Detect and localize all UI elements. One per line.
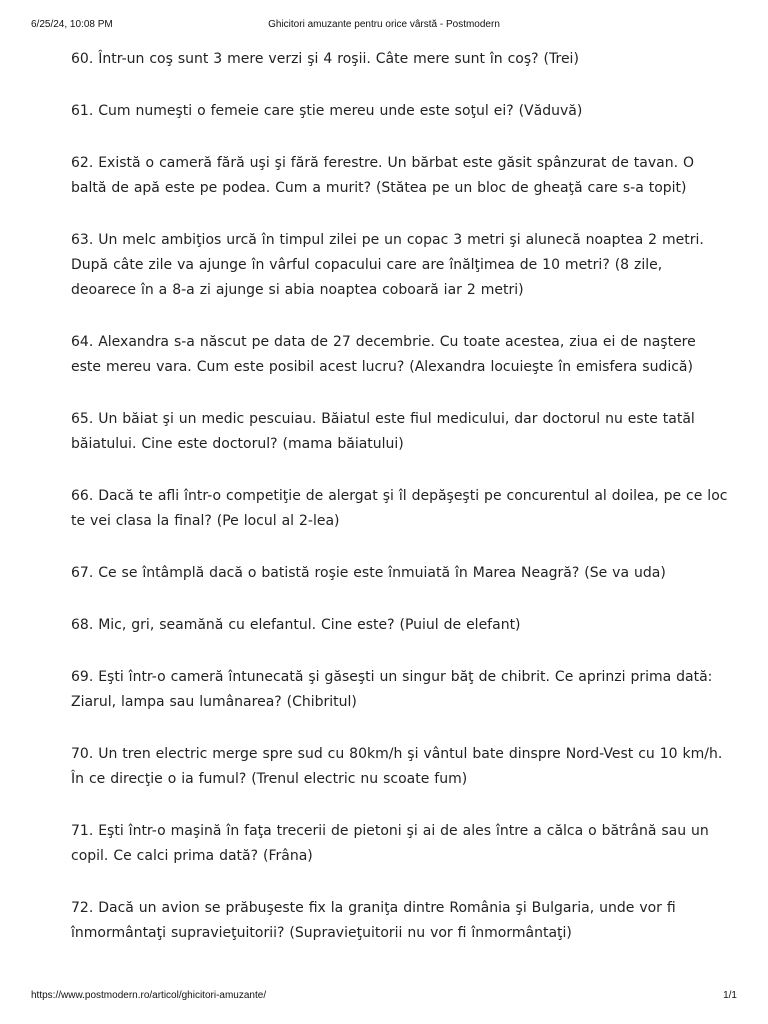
print-header: [31, 19, 737, 33]
riddle-68: 68. Mic, gri, seamănă cu elefantul. Cine este? (Puiul de elefant): [71, 617, 521, 633]
riddle-66: 66. Dacă te afli într-o competiţie de alergat şi îl depăşeşti pe concurentul al doilea, pe ce loc te vei clasa la final? (Pe locul al 2-lea): [71, 488, 728, 529]
riddle-64: 64. Alexandra s-a născut pe data de 27 decembrie. Cu toate acestea, ziua ei de naştere este mereu vara. Cum este posibil acest lucru? (Alexandra locuieşte în emisfera sudică): [71, 334, 696, 375]
riddle-70: 70. Un tren electric merge spre sud cu 80km/h şi vântul bate dinspre Nord-Vest cu 10 km/h. În ce direcţie o ia fumul? (Trenul electric nu scoate fum): [71, 746, 723, 787]
print-page-title: Ghicitori amuzante pentru orice vârstă - Postmodern: [268, 19, 500, 30]
riddle-67: 67. Ce se întâmplă dacă o batistă roşie este înmuiată în Marea Neagră? (Se va uda): [71, 565, 666, 581]
print-datetime: 6/25/24, 10:08 PM: [31, 19, 113, 30]
page-url: https://www.postmodern.ro/articol/ghicitori-amuzante/: [31, 990, 267, 1001]
riddle-63: 63. Un melc ambiţios urcă în timpul zilei pe un copac 3 metri şi alunecă noaptea 2 metri. După câte zile va ajunge în vârful copacului care are înălţimea de 10 metri? (8 zile, deoarece în a 8-a zi ajunge si abia noaptea coboară iar 2 metri): [71, 232, 704, 298]
page-number: 1/1: [723, 990, 737, 1001]
riddle-71: 71. Eşti într-o maşină în faţa trecerii de pietoni şi ai de ales între a călca o bătrână sau un copil. Ce calci prima dată? (Frâna): [71, 823, 709, 864]
print-footer: [31, 990, 737, 1004]
riddle-72: 72. Dacă un avion se prăbuşeste fix la graniţa dintre România şi Bulgaria, unde vor fi înmormântaţi supravieţuitorii? (Supravieţuitorii nu vor fi înmormântaţi): [71, 900, 676, 941]
riddle-69: 69. Eşti într-o cameră întunecată şi găseşti un singur băţ de chibrit. Ce aprinzi prima dată: Ziarul, lampa sau lumânarea? (Chibritul): [71, 669, 713, 710]
riddle-60: 60. Într-un coş sunt 3 mere verzi şi 4 roşii. Câte mere sunt în coş? (Trei): [71, 51, 579, 67]
riddle-65: 65. Un băiat şi un medic pescuiau. Băiatul este fiul medicului, dar doctorul nu este tatăl băiatului. Cine este doctorul? (mama băiatului): [71, 411, 695, 452]
riddle-62: 62. Există o cameră fără uşi şi fără ferestre. Un bărbat este găsit spânzurat de tavan. O baltă de apă este pe podea. Cum a murit? (Stătea pe un bloc de gheaţă care s-a topit): [71, 155, 695, 196]
riddle-list: [71, 47, 728, 973]
riddle-61: 61. Cum numeşti o femeie care ştie mereu unde este soţul ei? (Văduvă): [71, 103, 583, 119]
